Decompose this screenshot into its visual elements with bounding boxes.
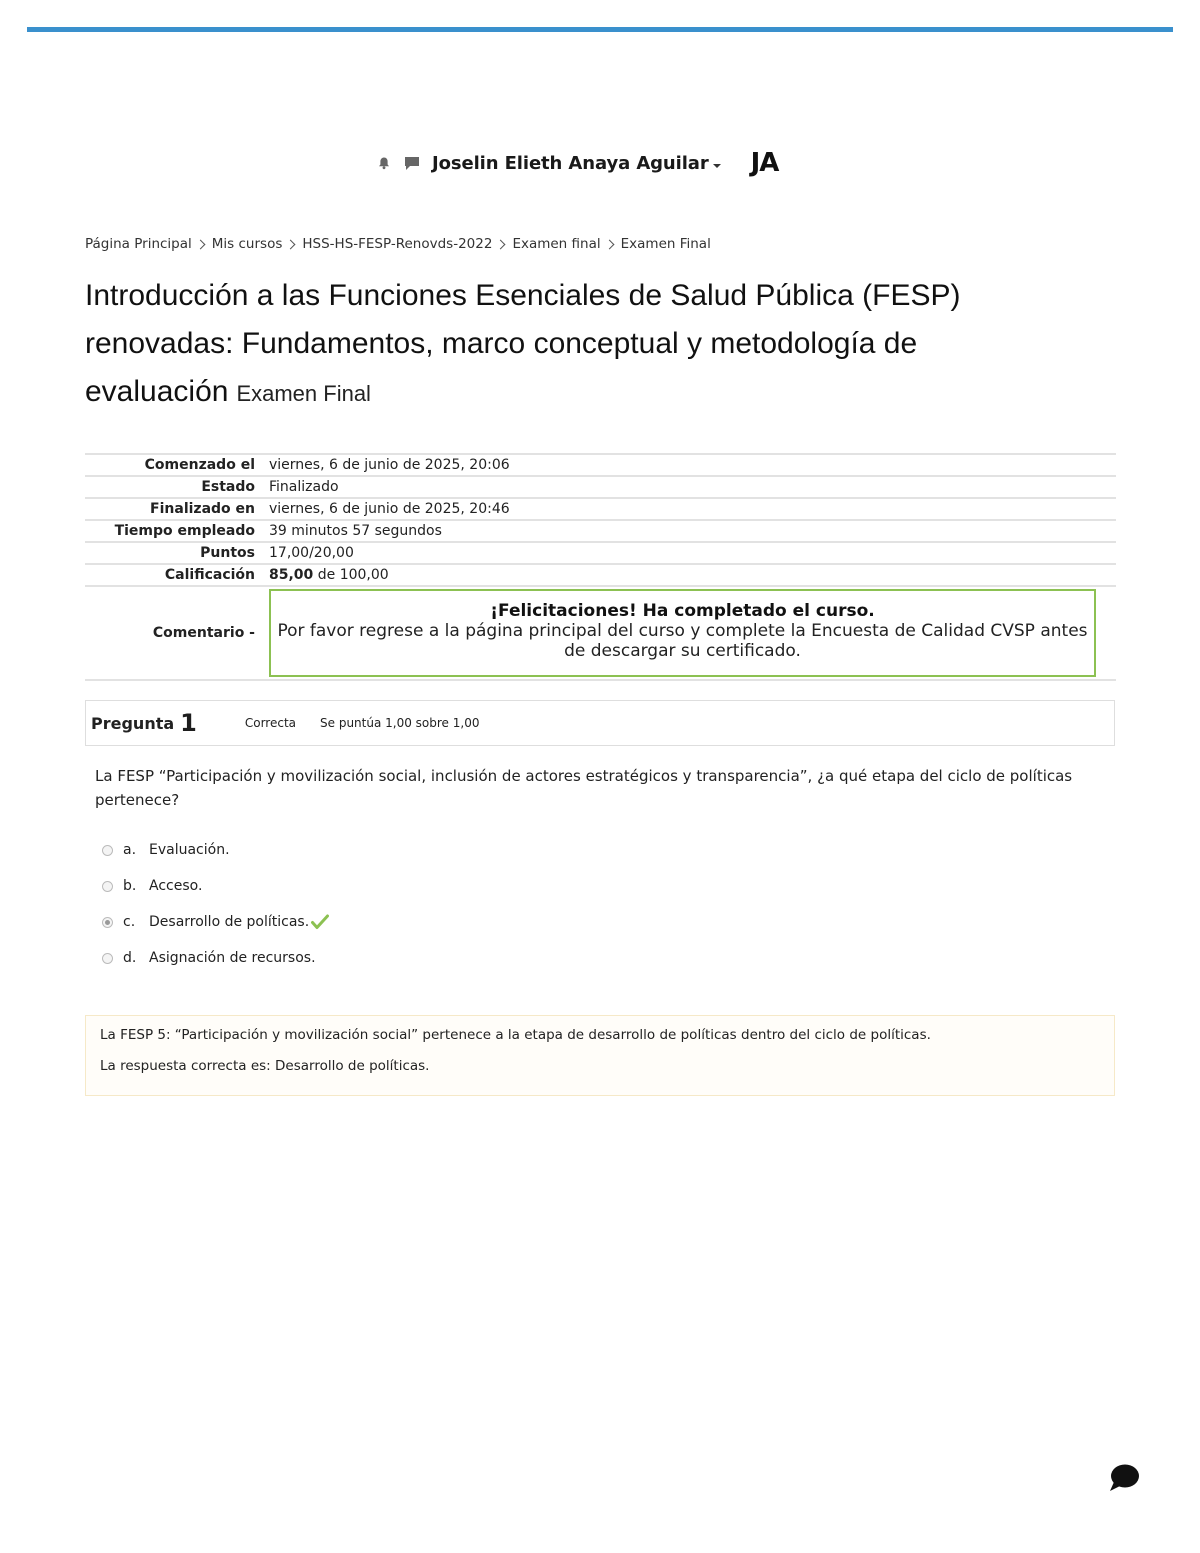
answer-option-c[interactable] xyxy=(102,910,702,934)
answer-option-b[interactable] xyxy=(102,874,702,898)
summary-row xyxy=(85,476,1116,498)
summary-value: Finalizado xyxy=(269,479,339,495)
answer-letter: b. xyxy=(123,878,137,894)
comment-label: Comentario - xyxy=(152,625,255,641)
summary-value: viernes, 6 de junio de 2025, 20:06 xyxy=(269,457,510,473)
answer-radio[interactable] xyxy=(102,881,113,892)
answer-text: Asignación de recursos. xyxy=(149,950,316,966)
summary-value: viernes, 6 de junio de 2025, 20:46 xyxy=(269,501,510,517)
completion-comment-box xyxy=(269,589,1096,677)
answer-letter: d. xyxy=(123,950,137,966)
general-feedback: La FESP 5: “Participación y movilización social” pertenece a la etapa de desarrollo de políticas dentro del ciclo de políticas. xyxy=(100,1027,931,1043)
user-name[interactable]: Joselin Elieth Anaya Aguilar xyxy=(432,152,709,174)
course-title: Introducción a las Funciones Esenciales de Salud Pública (FESP) renovadas: Fundamentos, marco conceptual y metodología de evaluación xyxy=(85,279,961,408)
page-subtitle: Examen Final xyxy=(236,381,371,406)
breadcrumb-current[interactable]: Examen Final xyxy=(620,236,711,252)
breadcrumb-course[interactable]: HSS-HS-FESP-Renovds-2022 xyxy=(302,236,493,252)
chat-bubble-icon[interactable] xyxy=(1106,1462,1142,1494)
user-menu-area xyxy=(376,146,778,180)
question-info xyxy=(85,700,1115,746)
answer-radio[interactable] xyxy=(102,953,113,964)
breadcrumb-home[interactable]: Página Principal xyxy=(85,236,192,252)
answer-option-a[interactable] xyxy=(102,838,702,862)
question-state: Correcta xyxy=(244,716,297,730)
summary-label: Comenzado el xyxy=(144,457,255,473)
right-answer: La respuesta correcta es: Desarrollo de políticas. xyxy=(100,1058,430,1074)
grade-value-cell xyxy=(269,564,1116,586)
answer-letter: a. xyxy=(123,842,137,858)
general-feedback-box xyxy=(85,1015,1115,1096)
question-text: La FESP “Participación y movilización social, inclusión de actores estratégicos y transparencia”, ¿a qué etapa del ciclo de políticas pertenece? xyxy=(95,767,1073,809)
summary-row xyxy=(85,520,1116,542)
chevron-right-icon xyxy=(604,239,614,249)
question-label: Pregunta xyxy=(91,713,175,733)
summary-label: Estado xyxy=(201,479,255,495)
breadcrumb-my-courses[interactable]: Mis cursos xyxy=(211,236,283,252)
comment-body: Por favor regrese a la página principal del curso y complete la Encuesta de Calidad CVSP antes de descargar su certificado. xyxy=(277,621,1088,661)
answer-option-d[interactable] xyxy=(102,946,702,970)
answer-letter: c. xyxy=(123,914,136,930)
summary-value: 17,00/20,00 xyxy=(269,545,354,561)
summary-row xyxy=(85,454,1116,476)
summary-label: Tiempo empleado xyxy=(114,523,255,539)
bell-icon[interactable] xyxy=(376,155,392,171)
summary-row xyxy=(85,542,1116,564)
chevron-right-icon xyxy=(286,239,296,249)
answer-text: Desarrollo de políticas. xyxy=(149,914,310,930)
breadcrumb-section[interactable]: Examen final xyxy=(512,236,601,252)
summary-value: 39 minutos 57 segundos xyxy=(269,523,442,539)
answer-radio-selected[interactable] xyxy=(102,917,113,928)
grade-label: Calificación xyxy=(164,567,255,583)
checkmark-icon xyxy=(311,914,329,930)
question-grade: Se puntúa 1,00 sobre 1,00 xyxy=(320,716,480,730)
answer-text: Evaluación. xyxy=(149,842,230,858)
breadcrumb xyxy=(85,236,711,252)
chevron-down-icon[interactable] xyxy=(713,164,721,168)
summary-row-comment xyxy=(85,586,1116,680)
answer-list xyxy=(102,838,702,982)
question-number: 1 xyxy=(180,709,197,737)
page-title xyxy=(85,272,1095,418)
answer-radio[interactable] xyxy=(102,845,113,856)
chat-icon[interactable] xyxy=(404,155,420,171)
top-accent-bar xyxy=(27,27,1173,32)
grade-suffix: de 100,00 xyxy=(317,567,389,583)
summary-row-grade xyxy=(85,564,1116,586)
summary-label: Finalizado en xyxy=(150,501,255,517)
summary-row xyxy=(85,498,1116,520)
summary-label: Puntos xyxy=(200,545,255,561)
attempt-summary-table xyxy=(85,453,1116,681)
chevron-right-icon xyxy=(195,239,205,249)
grade-value: 85,00 xyxy=(269,567,314,583)
avatar[interactable]: JA xyxy=(750,148,779,178)
answer-text: Acceso. xyxy=(149,878,203,894)
comment-title: ¡Felicitaciones! Ha completado el curso. xyxy=(490,601,875,621)
chevron-right-icon xyxy=(496,239,506,249)
